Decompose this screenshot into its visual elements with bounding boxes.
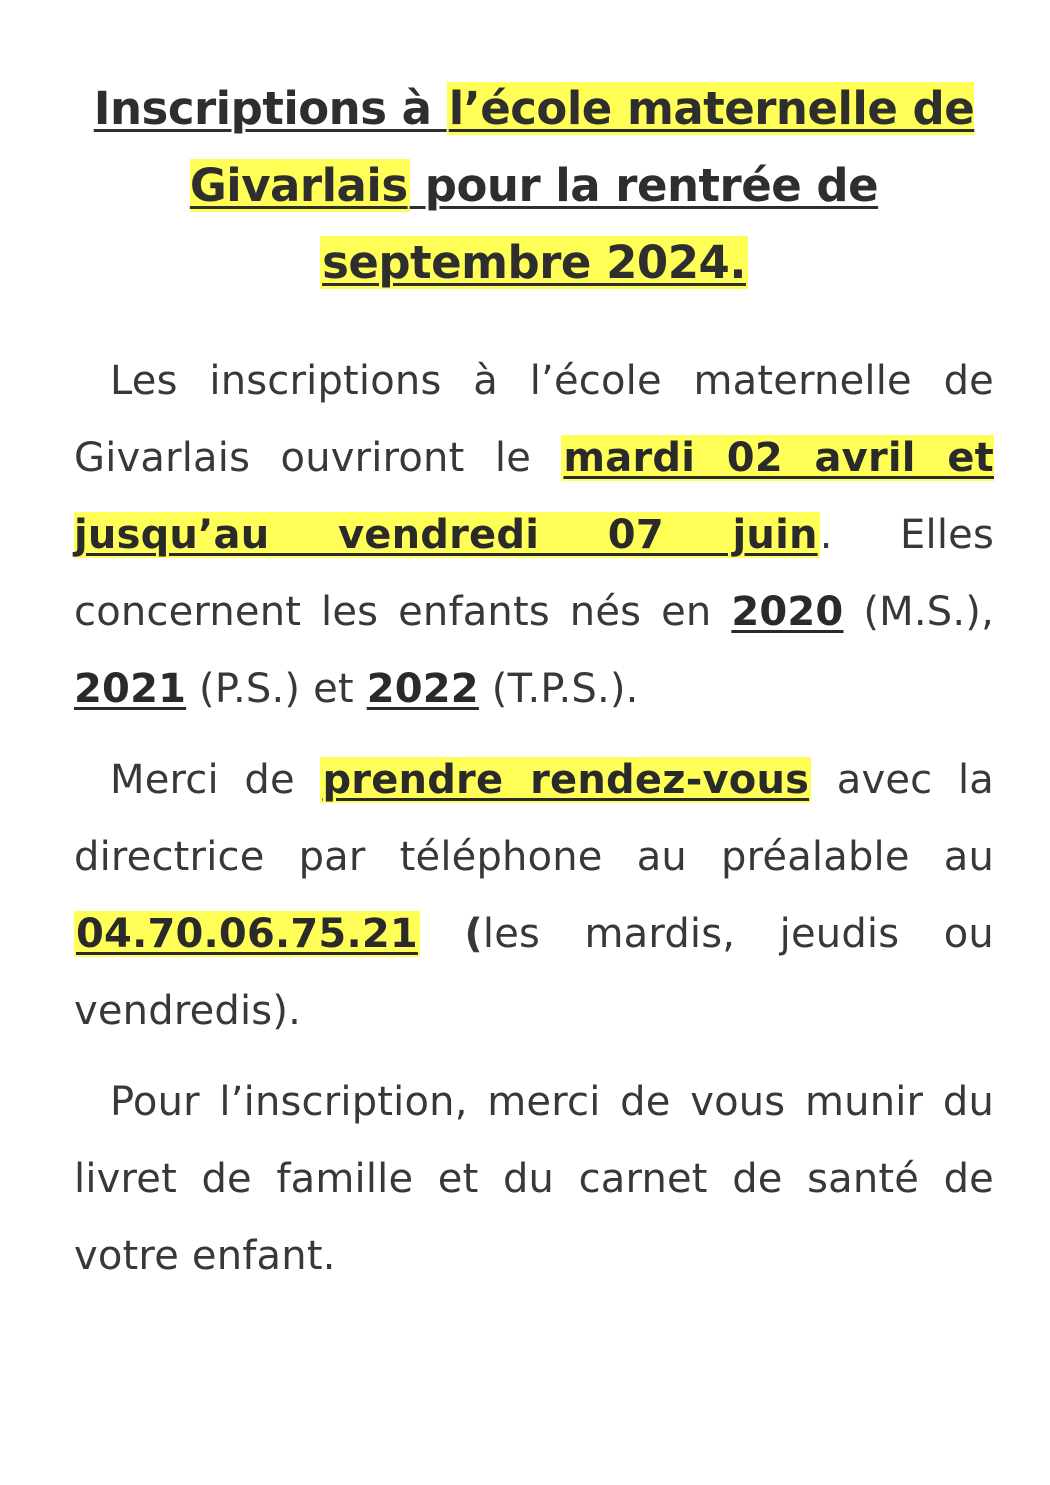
p1-mid: . Elles concernent les enfants nés en xyxy=(74,512,994,635)
title-part1: Inscriptions à xyxy=(93,82,447,135)
paragraph-appointment xyxy=(74,742,994,1050)
p1-ms: (M.S.), xyxy=(843,589,995,635)
document-body xyxy=(74,343,994,1295)
p2-open-paren: ( xyxy=(464,911,483,957)
p1-intro: Les inscriptions à l’école maternelle de Givarlais ouvriront le xyxy=(74,358,994,481)
title-highlight-date: septembre 2024. xyxy=(322,236,746,289)
title-highlight-school: l’école maternelle de Givarlais xyxy=(189,82,975,212)
paragraph-documents xyxy=(74,1064,994,1295)
paragraph-dates xyxy=(74,343,994,728)
document-page xyxy=(74,70,994,1309)
p1-year-2020: 2020 xyxy=(731,589,844,635)
p2-intro: Merci de xyxy=(110,757,321,803)
p1-year-2022: 2022 xyxy=(366,666,479,712)
p1-dates-highlight: mardi 02 avril et jusqu’au vendredi 07 juin xyxy=(74,435,994,558)
p1-year-2021: 2021 xyxy=(74,666,187,712)
p2-mid: avec la directrice par téléphone au préalable au xyxy=(74,757,994,880)
p2-rdv-highlight: prendre rendez-vous xyxy=(322,757,810,803)
p1-ps: (P.S.) et xyxy=(186,666,367,712)
p3-text: Pour l’inscription, merci de vous munir du livret de famille et du carnet de santé de votre enfant. xyxy=(74,1079,994,1279)
page-title xyxy=(74,70,994,301)
p1-tps: (T.P.S.). xyxy=(478,666,639,712)
p2-phone-highlight: 04.70.06.75.21 xyxy=(76,911,418,957)
p2-days: les mardis, jeudis ou vendredis). xyxy=(74,911,994,1034)
title-part3: pour la rentrée de xyxy=(409,159,879,212)
